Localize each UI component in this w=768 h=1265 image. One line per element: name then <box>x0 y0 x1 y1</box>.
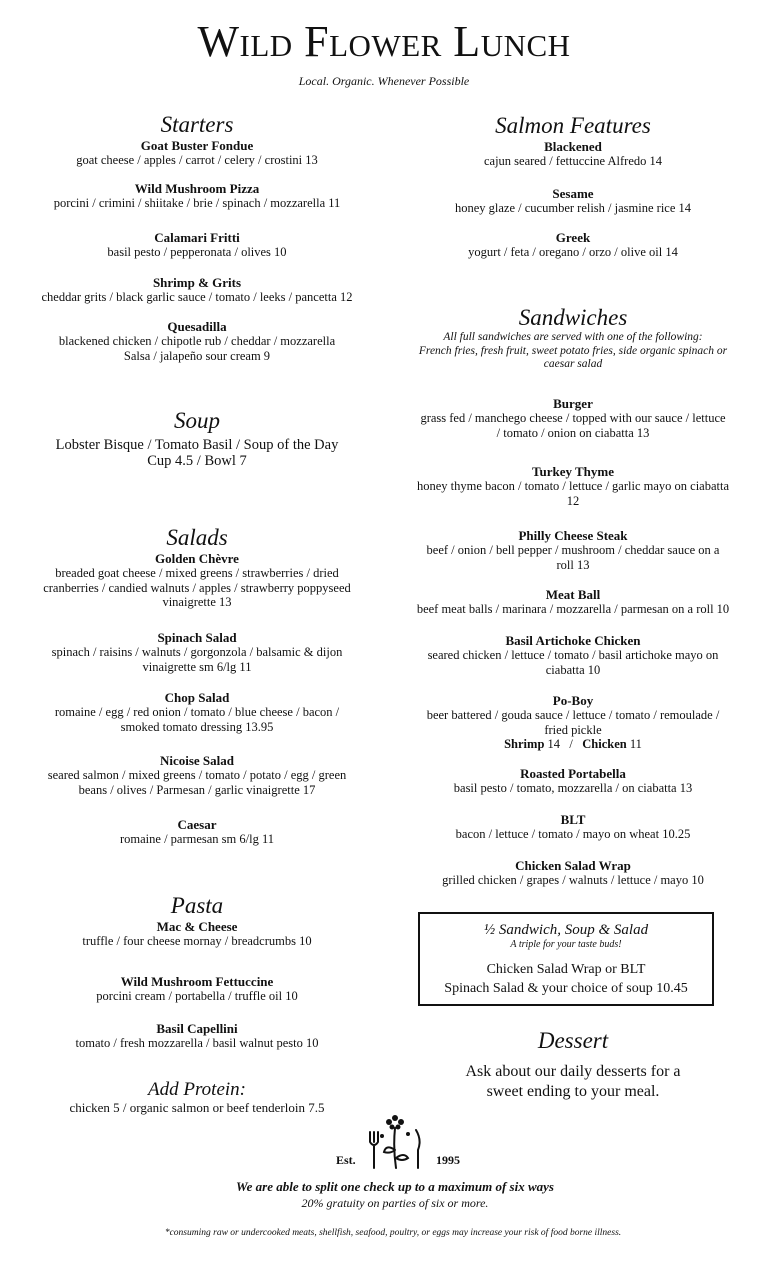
item-desc: seared salmon / mixed greens / tomato / potato / egg / green <box>47 768 347 782</box>
item-name: Caesar <box>177 817 217 832</box>
combo-line: Chicken Salad Wrap or BLT <box>486 962 646 977</box>
tagline: Local. Organic. Whenever Possible <box>298 74 470 88</box>
item-desc: cheddar grits / black garlic sauce / tomato / leeks / pancetta 12 <box>41 290 353 304</box>
item-desc: vinaigrette 13 <box>162 595 232 609</box>
section-title-starters: Starters <box>160 112 234 137</box>
poboy-shrimp-label: Shrimp <box>504 737 545 751</box>
section-title-salmon: Salmon Features <box>495 113 651 138</box>
menu-item <box>392 464 754 508</box>
item-desc: smoked tomato dressing 13.95 <box>120 719 274 734</box>
menu-item <box>14 319 380 363</box>
menu-item <box>392 858 754 888</box>
poboy-shrimp-price: 14 <box>547 737 561 751</box>
item-name: Wild Mushroom Fettuccine <box>120 974 274 989</box>
combo-line: Spinach Salad & your choice of soup 10.45 <box>444 981 688 996</box>
section-title-dessert: Dessert <box>537 1028 609 1053</box>
sandwich-note: French fries, fresh fruit, sweet potato fries, side organic spinach or <box>418 344 728 357</box>
menu-item <box>14 974 380 1004</box>
menu-item <box>392 186 754 216</box>
item-name: Philly Cheese Steak <box>518 528 628 543</box>
combo-title: ½ Sandwich, Soup & Salad <box>483 922 649 938</box>
item-name: Greek <box>555 230 591 245</box>
split-check-note: We are able to split one check up to a maximum of six ways <box>236 1179 554 1194</box>
menu-item <box>14 630 380 674</box>
item-desc: grilled chicken / grapes / walnuts / lettuce / mayo 10 <box>442 873 704 887</box>
consumption-disclaimer: *consuming raw or undercooked meats, shellfish, seafood, poultry, or eggs may increase your risk of food borne illness. <box>164 1228 622 1238</box>
item-name: Shrimp & Grits <box>152 275 242 290</box>
dessert-section <box>392 1028 754 1102</box>
item-name: Nicoise Salad <box>159 753 235 768</box>
item-desc: 12 <box>566 493 580 508</box>
item-desc: beer battered / gouda sauce / lettuce / tomato / remoulade / <box>426 708 720 722</box>
menu-item <box>392 633 754 677</box>
menu-item <box>14 138 380 168</box>
soup-section <box>14 408 380 469</box>
item-desc: Salsa / jalapeño sour cream 9 <box>123 348 271 363</box>
dessert-line: sweet ending to your meal. <box>486 1083 660 1100</box>
item-desc: bacon / lettuce / tomato / mayo on wheat 10.25 <box>455 827 691 841</box>
menu-item <box>14 181 380 211</box>
menu-item <box>392 230 754 260</box>
item-desc: romaine / egg / red onion / tomato / blue cheese / bacon / <box>54 705 340 719</box>
item-name: Calamari Fritti <box>154 230 240 245</box>
item-desc: basil pesto / pepperonata / olives 10 <box>107 245 287 259</box>
item-name: Po-Boy <box>552 693 594 708</box>
menu-item <box>392 812 754 842</box>
menu-item <box>14 1021 380 1051</box>
menu-title: Wild Flower Lunch <box>197 17 571 66</box>
menu-item <box>14 817 380 847</box>
combo-box <box>418 912 714 1006</box>
item-desc: ciabatta 10 <box>545 662 601 677</box>
item-desc: romaine / parmesan sm 6/lg 11 <box>119 832 275 846</box>
add-protein-desc: chicken 5 / organic salmon or beef tenderloin 7.5 <box>69 1100 325 1115</box>
section-title-pasta: Pasta <box>170 893 224 918</box>
item-name: Roasted Portabella <box>520 766 626 781</box>
add-protein-section <box>14 1079 380 1116</box>
menu-item <box>392 587 754 617</box>
item-name: Quesadilla <box>167 319 227 334</box>
section-title-soup: Soup <box>174 408 220 433</box>
item-name: Burger <box>553 396 593 411</box>
item-name: Mac & Cheese <box>156 919 238 934</box>
section-title-salads: Salads <box>166 525 228 550</box>
item-desc: fried pickle <box>544 722 602 737</box>
item-desc: grass fed / manchego cheese / topped with our sauce / lettuce <box>420 411 726 425</box>
est-label: Est. <box>336 1153 356 1167</box>
est-year: 1995 <box>436 1153 460 1167</box>
salads-section <box>14 525 380 610</box>
item-desc: blackened chicken / chipotle rub / cheddar / mozzarella <box>58 334 336 348</box>
menu-item <box>14 690 380 734</box>
item-desc: cajun seared / fettuccine Alfredo 14 <box>483 154 663 168</box>
item-desc: truffle / four cheese mornay / breadcrumbs 10 <box>82 934 312 948</box>
pasta-section <box>14 893 380 949</box>
item-name: Chop Salad <box>164 690 230 705</box>
item-desc: vinaigrette sm 6/lg 11 <box>142 659 252 674</box>
item-name: Meat Ball <box>545 587 601 602</box>
poboy-separator: / <box>569 737 573 751</box>
item-desc: breaded goat cheese / mixed greens / strawberries / dried <box>55 566 339 580</box>
item-name: Turkey Thyme <box>532 464 614 479</box>
menu-item <box>392 693 754 752</box>
item-desc: basil pesto / tomato, mozzarella / on ciabatta 13 <box>453 781 693 795</box>
menu-item <box>14 230 380 260</box>
poboy-chicken-price: 11 <box>629 737 642 751</box>
section-title-sandwiches: Sandwiches <box>518 305 628 330</box>
item-desc: honey glaze / cucumber relish / jasmine rice 14 <box>454 201 692 215</box>
item-name: Goat Buster Fondue <box>140 138 254 153</box>
item-desc: roll 13 <box>556 557 590 572</box>
item-name: Chicken Salad Wrap <box>515 858 631 873</box>
item-name: Spinach Salad <box>157 630 237 645</box>
item-desc: spinach / raisins / walnuts / gorgonzola / balsamic & dijon <box>51 645 343 659</box>
item-desc: beef / onion / bell pepper / mushroom / cheddar sauce on a <box>426 543 720 557</box>
poboy-chicken-label: Chicken <box>582 737 627 751</box>
starters-section <box>14 112 380 168</box>
item-desc: seared chicken / lettuce / tomato / basil artichoke mayo on <box>427 648 719 662</box>
combo-subtitle: A triple for your taste buds! <box>510 939 622 950</box>
add-protein-title: Add Protein: <box>148 1079 246 1100</box>
menu-item <box>392 396 754 440</box>
item-desc: / tomato / onion on ciabatta 13 <box>496 425 650 440</box>
flower-utensils-logo-icon <box>362 1110 428 1170</box>
dessert-line: Ask about our daily desserts for a <box>465 1063 681 1080</box>
menu-item <box>14 753 380 797</box>
item-desc: yogurt / feta / oregano / orzo / olive oil 14 <box>468 245 678 259</box>
sandwiches-section <box>392 305 754 372</box>
item-desc: beef meat balls / marinara / mozzarella / parmesan on a roll 10 <box>416 602 730 616</box>
item-name: BLT <box>560 812 586 827</box>
item-desc: cranberries / candied walnuts / apples / strawberry poppyseed <box>43 580 351 595</box>
item-name: Sesame <box>552 186 594 201</box>
item-name: Blackened <box>544 139 602 154</box>
gratuity-note: 20% gratuity on parties of six or more. <box>301 1196 489 1210</box>
item-desc: honey thyme bacon / tomato / lettuce / garlic mayo on ciabatta <box>416 479 730 493</box>
item-name: Basil Artichoke Chicken <box>505 633 641 648</box>
sandwich-note: caesar salad <box>543 358 603 370</box>
item-name: Basil Capellini <box>156 1021 238 1036</box>
item-desc: beans / olives / Parmesan / garlic vinaigrette 17 <box>78 782 316 797</box>
menu-item <box>392 766 754 796</box>
poboy-options <box>392 737 754 752</box>
salmon-section <box>392 113 754 169</box>
item-name: Wild Mushroom Pizza <box>134 181 260 196</box>
item-desc: porcini cream / portabella / truffle oil 10 <box>96 989 298 1003</box>
menu-item <box>14 275 380 305</box>
item-desc: porcini / crimini / shiitake / brie / spinach / mozzarella 11 <box>53 196 341 210</box>
menu-item <box>392 528 754 572</box>
item-name: Golden Chèvre <box>155 551 239 566</box>
item-desc: goat cheese / apples / carrot / celery / crostini 13 <box>76 153 318 167</box>
sandwich-note: All full sandwiches are served with one of the following: <box>443 331 703 343</box>
soup-line: Lobster Bisque / Tomato Basil / Soup of the Day <box>55 437 339 453</box>
soup-prices: Cup 4.5 / Bowl 7 <box>147 453 247 469</box>
item-desc: tomato / fresh mozzarella / basil walnut pesto 10 <box>75 1036 319 1050</box>
